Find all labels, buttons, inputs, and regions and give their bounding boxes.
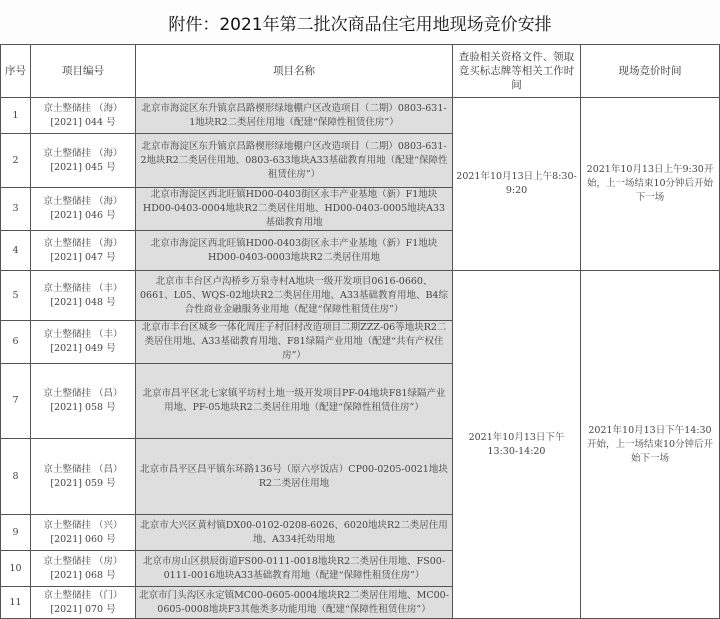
row-name: 北京市海淀区西北旺镇HD00-0403街区永丰产业基地（新）F1地块HD00-0403-0003地块R2二类居住用地 bbox=[136, 231, 453, 271]
row-name: 北京市海淀区西北旺镇HD00-0403街区永丰产业基地（新）F1地块HD00-0403-0004地块R2二类居住用地、HD00-0403-0005地块A33基础教育用地 bbox=[136, 188, 453, 231]
code-line2: [2021] 070 号 bbox=[50, 603, 116, 615]
code-line2: [2021] 047 号 bbox=[50, 251, 116, 263]
code-line1: 京土整储挂 （门） bbox=[43, 589, 123, 601]
row-name: 北京市丰台区城乡一体化周庄子村旧村改造项目二期ZZZ-06等地块R2二类居住用地、A33基础教育用地、F81绿隔产业用地（配建“共有产权住房”） bbox=[136, 321, 453, 364]
code-line1: 京土整储挂 （昌） bbox=[43, 388, 123, 399]
row-name: 北京市海淀区东升镇京昌路楔形绿地棚户区改造项目（二期）0803-631-2地块R2二类居住用地、0803-633地块A33基础教育用地（配建“保障性租赁住房”） bbox=[136, 134, 453, 188]
row-seq: 1 bbox=[1, 98, 31, 134]
header-code: 项目编号 bbox=[31, 45, 136, 98]
row-code bbox=[31, 231, 136, 271]
auction-schedule-table bbox=[0, 44, 720, 619]
code-line1: 京土整储挂 （海） bbox=[43, 237, 123, 249]
code-line2: [2021] 046 号 bbox=[50, 210, 116, 221]
row-code bbox=[31, 134, 136, 188]
row-seq: 2 bbox=[1, 134, 31, 188]
row-code bbox=[31, 271, 136, 321]
document-title: 附件：2021年第二批次商品住宅用地现场竞价安排 bbox=[0, 0, 720, 45]
row-code bbox=[31, 551, 136, 587]
code-line2: [2021] 049 号 bbox=[50, 343, 116, 354]
code-line1: 京土整储挂 （海） bbox=[43, 102, 123, 114]
code-line1: 京土整储挂 （丰） bbox=[43, 329, 123, 340]
header-auction-time: 现场竞价时间 bbox=[581, 45, 720, 98]
auction-time-afternoon: 2021年10月13日下午14:30开始，上一场结束10分钟后开始下一场 bbox=[581, 271, 720, 619]
code-line2: [2021] 059 号 bbox=[50, 477, 116, 489]
code-line2: [2021] 058 号 bbox=[50, 402, 116, 413]
row-code bbox=[31, 98, 136, 134]
code-line2: [2021] 060 号 bbox=[50, 533, 116, 545]
inspection-time-morning: 2021年10月13日上午8:30-9:20 bbox=[453, 98, 581, 271]
table-row bbox=[1, 271, 720, 321]
code-line1: 京土整储挂 （房） bbox=[43, 555, 123, 567]
row-seq: 6 bbox=[1, 321, 31, 364]
auction-time-morning: 2021年10月13日上午9:30开始，上一场结束10分钟后开始下一场 bbox=[581, 98, 720, 271]
row-code bbox=[31, 188, 136, 231]
row-seq: 8 bbox=[1, 439, 31, 515]
row-seq: 3 bbox=[1, 188, 31, 231]
code-line2: [2021] 068 号 bbox=[50, 569, 116, 581]
row-seq: 4 bbox=[1, 231, 31, 271]
header-name: 项目名称 bbox=[136, 45, 453, 98]
code-line1: 京土整储挂 （丰） bbox=[43, 282, 123, 294]
code-line1: 京土整储挂 （兴） bbox=[43, 519, 123, 531]
header-inspection-time: 查验相关资格文件、领取竞买标志牌等相关工作时间 bbox=[453, 45, 581, 98]
row-name: 北京市房山区拱辰街道FS00-0111-0018地块R2二类居住用地、FS00-0111-0016地块A33基础教育用地（配建“保障性租赁住房”） bbox=[136, 551, 453, 587]
row-name: 北京市昌平区昌平镇东环路136号（原六亭饭店）CP00-0205-0021地块R2二类居住用地 bbox=[136, 439, 453, 515]
code-line2: [2021] 048 号 bbox=[50, 296, 116, 308]
row-code bbox=[31, 321, 136, 364]
code-line1: 京土整储挂 （海） bbox=[43, 147, 123, 159]
table-row bbox=[1, 98, 720, 134]
code-line1: 京土整储挂 （昌） bbox=[43, 463, 123, 475]
code-line1: 京土整储挂 （海） bbox=[43, 196, 123, 207]
row-name: 北京市丰台区卢沟桥乡万泉寺村A地块一级开发项目0616-0660、0661、L05、WQS-02地块R2二类居住用地、A33基础教育用地、B4综合性商业金融服务业用地（配建“保障性租赁住房”） bbox=[136, 271, 453, 321]
row-code bbox=[31, 364, 136, 439]
row-code bbox=[31, 587, 136, 619]
header-row bbox=[1, 45, 720, 98]
row-seq: 10 bbox=[1, 551, 31, 587]
row-seq: 5 bbox=[1, 271, 31, 321]
row-name: 北京市海淀区东升镇京昌路楔形绿地棚户区改造项目（二期）0803-631-1地块R2二类居住用地（配建“保障性租赁住房”） bbox=[136, 98, 453, 134]
row-code bbox=[31, 439, 136, 515]
row-seq: 7 bbox=[1, 364, 31, 439]
row-seq: 9 bbox=[1, 515, 31, 551]
row-seq: 11 bbox=[1, 587, 31, 619]
code-line2: [2021] 045 号 bbox=[50, 161, 116, 173]
inspection-time-afternoon: 2021年10月13日下午13:30-14:20 bbox=[453, 271, 581, 619]
row-name: 北京市大兴区黄村镇DX00-0102-0208-6026、6020地块R2二类居住用地、A334托幼用地 bbox=[136, 515, 453, 551]
row-name: 北京市门头沟区永定镇MC00-0605-0004地块R2二类居住用地、MC00-0605-0008地块F3其他类多功能用地（配建“保障性租赁住房”） bbox=[136, 587, 453, 619]
code-line2: [2021] 044 号 bbox=[50, 116, 116, 128]
row-code bbox=[31, 515, 136, 551]
header-seq: 序号 bbox=[1, 45, 31, 98]
row-name: 北京市昌平区北七家镇平坊村土地一级开发项目PF-04地块F81绿隔产业用地、PF-05地块R2二类居住用地（配建“保障性租赁住房”） bbox=[136, 364, 453, 439]
